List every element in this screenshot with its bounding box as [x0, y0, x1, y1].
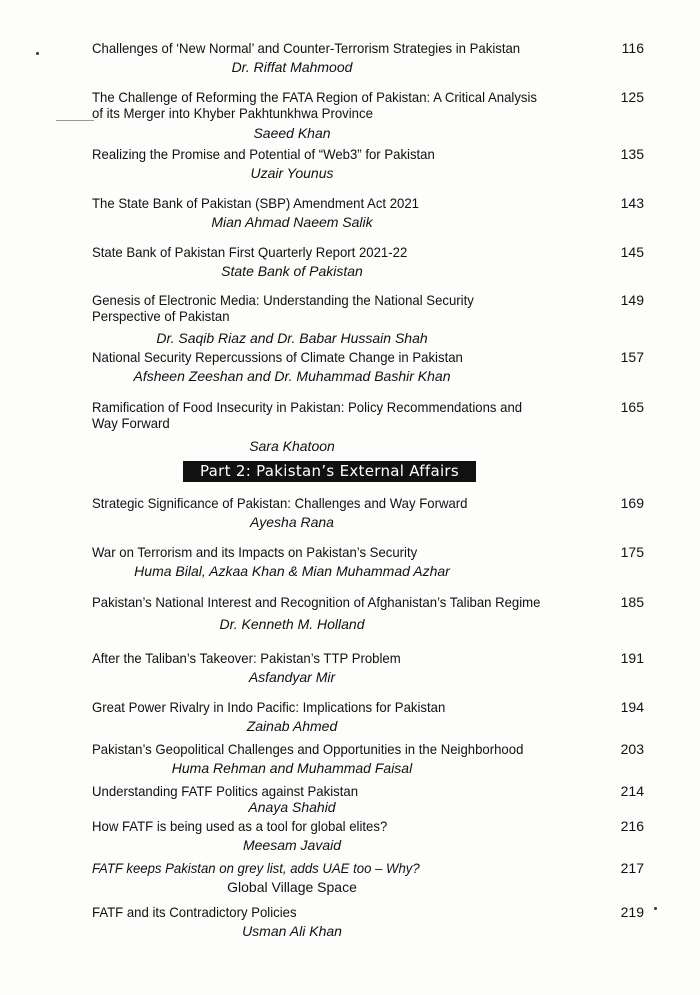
entry-title: National Security Repercussions of Climate Change in Pakistan [92, 349, 463, 365]
entry-title: Great Power Rivalry in Indo Pacific: Implications for Pakistan [92, 699, 446, 715]
toc-entry [92, 146, 652, 181]
toc-entry [92, 292, 652, 346]
toc-entry [92, 594, 652, 632]
scan-speck [654, 907, 657, 910]
entry-author: Dr. Saqib Riaz and Dr. Babar Hussain Shah [156, 330, 428, 346]
entry-page-number: 214 [620, 783, 644, 799]
entry-author: Ayesha Rana [250, 514, 334, 530]
entry-title: Understanding FATF Politics against Pakistan [92, 783, 359, 799]
entry-page-number: 175 [620, 544, 644, 560]
scan-artifact [56, 120, 94, 121]
entry-page-number: 145 [620, 244, 644, 260]
entry-page-number: 185 [620, 594, 644, 610]
entry-page-number: 157 [620, 349, 644, 365]
entry-page-number: 149 [620, 292, 644, 308]
entry-title: FATF keeps Pakistan on grey list, adds UAE too – Why? [92, 860, 420, 876]
entry-author: Huma Bilal, Azkaa Khan & Mian Muhammad Azhar [134, 563, 450, 579]
toc-entry [92, 699, 652, 734]
entry-page-number: 216 [620, 818, 644, 834]
toc-entry [92, 904, 652, 939]
entry-author: Meesam Javaid [242, 837, 342, 853]
entry-title: Ramification of Food Insecurity in Pakistan: Policy Recommendations and Way Forward [92, 399, 523, 431]
entry-page-number: 191 [620, 650, 644, 666]
entry-page-number: 125 [620, 89, 644, 105]
entry-author: Saeed Khan [253, 125, 331, 141]
toc-entry [92, 860, 652, 895]
toc-entry [92, 650, 652, 685]
entry-page-number: 219 [620, 904, 644, 920]
toc-entry [92, 40, 652, 75]
entry-author: Anaya Shahid [248, 799, 336, 815]
entry-author: Global Village Space [227, 879, 357, 895]
entry-author: Zainab Ahmed [246, 718, 338, 734]
toc-entry [92, 244, 652, 279]
entry-author: Mian Ahmad Naeem Salik [211, 214, 373, 230]
entry-title: The Challenge of Reforming the FATA Region of Pakistan: A Critical Analysis of its Merger into Khyber Pakhtunkhwa Province [92, 89, 537, 121]
entry-author: Sara Khatoon [249, 438, 335, 454]
entry-title: The State Bank of Pakistan (SBP) Amendment Act 2021 [92, 195, 420, 211]
entry-author: Dr. Kenneth M. Holland [219, 616, 365, 632]
entry-page-number: 203 [620, 741, 644, 757]
entry-title: How FATF is being used as a tool for global elites? [92, 818, 388, 834]
entry-title: Challenges of ‘New Normal’ and Counter-Terrorism Strategies in Pakistan [92, 40, 521, 56]
entry-author: Afsheen Zeeshan and Dr. Muhammad Bashir Khan [133, 368, 451, 384]
toc-entry [92, 783, 652, 815]
toc-entry [92, 544, 652, 579]
entry-title: Genesis of Electronic Media: Understanding the National Security Perspective of Pakistan [92, 292, 474, 324]
toc-entry [92, 349, 652, 384]
entry-title: Realizing the Promise and Potential of “Web3” for Pakistan [92, 146, 435, 162]
entry-page-number: 169 [620, 495, 644, 511]
section-heading: Part 2: Pakistan’s External Affairs [183, 461, 476, 482]
entry-author: Huma Rehman and Muhammad Faisal [171, 760, 413, 776]
entry-page-number: 116 [621, 40, 644, 56]
entry-page-number: 194 [620, 699, 644, 715]
toc-entry [92, 818, 652, 853]
entry-page-number: 135 [620, 146, 644, 162]
toc-entry [92, 195, 652, 230]
entry-page-number: 217 [620, 860, 644, 876]
entry-author: Uzair Younus [250, 165, 334, 181]
entry-author: Dr. Riffat Mahmood [231, 59, 353, 75]
entry-title: After the Taliban’s Takeover: Pakistan’s TTP Problem [92, 650, 401, 666]
toc-entry [92, 399, 652, 454]
scan-speck [36, 52, 39, 55]
entry-author: State Bank of Pakistan [221, 263, 363, 279]
entry-page-number: 165 [620, 399, 644, 415]
toc-entry [92, 89, 652, 141]
entry-page-number: 143 [620, 195, 644, 211]
entry-title: Strategic Significance of Pakistan: Challenges and Way Forward [92, 495, 468, 511]
entry-title: FATF and its Contradictory Policies [92, 904, 297, 920]
entry-author: Asfandyar Mir [248, 669, 336, 685]
entry-title: State Bank of Pakistan First Quarterly Report 2021-22 [92, 244, 408, 260]
toc-entry [92, 741, 652, 776]
entry-title: Pakistan’s National Interest and Recognition of Afghanistan’s Taliban Regime [92, 594, 541, 610]
entry-title: Pakistan’s Geopolitical Challenges and Opportunities in the Neighborhood [92, 741, 524, 757]
entry-author: Usman Ali Khan [242, 923, 342, 939]
toc-entry [92, 495, 652, 530]
entry-title: War on Terrorism and its Impacts on Pakistan’s Security [92, 544, 418, 560]
